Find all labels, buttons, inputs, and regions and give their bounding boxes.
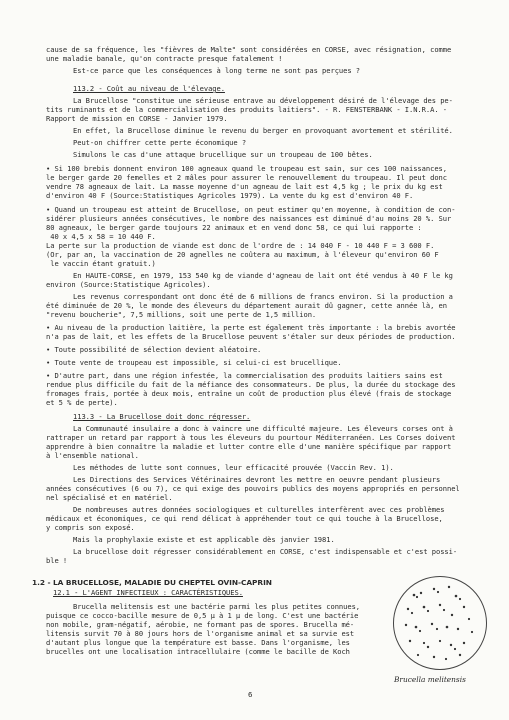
text-line: environ (Source:Statistique Agricoles).	[46, 280, 211, 289]
text-line: à l'ensemble national.	[46, 451, 139, 460]
text-line: Mais la prophylaxie existe et est applicable dès janvier 1981.	[73, 535, 335, 544]
text-line: le berger garde 20 femelles et 2 mâles pour assurer le renouvellement du troupeau. Il peut donc	[46, 173, 447, 182]
text-line: d'environ 40 F (Source:Statistiques Agricoles 1979). La vente du kg est d'environ 40 F.	[46, 191, 414, 200]
section-heading: 1.2 - LA BRUCELLOSE, MALADIE DU CHEPTEL OVIN-CAPRIN	[32, 578, 272, 587]
text-line: le vaccin étant gratuit.)	[46, 259, 156, 268]
subsection-heading: 113.2 - Coût au niveau de l'élevage.	[73, 84, 225, 93]
text-line: tits ruminants et de la commercialisation des produits laitiers". - R. FENSTERBANK - I.N.R.A. -	[46, 105, 447, 114]
text-line: En effet, la Brucellose diminue le revenu du berger en provoquant avortement et stérilité.	[73, 126, 453, 135]
text-line: 40 x 4,5 x 58 = 10 440 F.	[46, 232, 156, 241]
text-line: Brucella melitensis est une bactérie parmi les plus petites connues,	[73, 602, 361, 611]
text-line: d'autant plus longue que la température est basse. Dans l'organisme, les	[46, 638, 350, 647]
brucella-micrograph	[393, 576, 487, 670]
text-line: • Quand un troupeau est atteint de Brucellose, on peut estimer qu'en moyenne, à condition de con-	[46, 205, 456, 214]
text-line: • Toute possibilité de sélection devient aléatoire.	[46, 345, 262, 354]
text-line: • D'autre part, dans une région infestée, la commercialisation des produits laitiers sains est	[46, 371, 443, 380]
page-number: 6	[248, 690, 253, 699]
subsection-heading: 113.3 - La Brucellose doit donc régresser.	[73, 412, 251, 421]
text-line: • Si 100 brebis donnent environ 100 agneaux quand le troupeau est sain, sur ces 100 naissances,	[46, 164, 447, 173]
text-line: vendre 78 agneaux de lait. La masse moyenne d'un agneau de lait est 4,5 kg ; le prix du kg est	[46, 182, 443, 191]
text-line: En HAUTE-CORSE, en 1979, 153 540 kg de viande d'agneau de lait ont été vendus à 40 F le kg	[73, 271, 453, 280]
text-line: sidérer plusieurs années consécutives, le nombre des naissances est diminué d'au moins 20 %. Sur	[46, 214, 452, 223]
text-line: La Brucellose "constitue une sérieuse entrave au développement désiré de l'élevage des pe-	[73, 96, 453, 105]
text-line: Simulons le cas d'une attaque brucellique sur un troupeau de 100 bêtes.	[73, 150, 373, 159]
text-line: n'a pas de lait, et les effets de la Brucellose peuvent s'étaler sur deux périodes de production.	[46, 332, 456, 341]
subsection-heading: 12.1 - L'AGENT INFECTIEUX : CARACTÉRISTIQUES.	[53, 588, 243, 597]
text-line: rattraper un retard par rapport à tous les éleveurs du pourtour Méditerranéen. Les Corses doivent	[46, 433, 456, 442]
bacteria-dots	[405, 586, 473, 660]
text-line: "revenu boucherie", 7,5 millions, soit une perte de 1,5 million.	[46, 310, 317, 319]
text-line: De nombreuses autres données sociologiques et culturelles interfèrent avec ces problèmes	[73, 505, 445, 514]
text-line: La Communauté insulaire a donc à vaincre une difficulté majeure. Les éleveurs corses ont à	[73, 424, 453, 433]
figure-caption: Brucella melitensis	[394, 675, 466, 684]
text-line: 80 agneaux, le berger garde toujours 22 animaux et en vend donc 58, ce qui lui rapporte :	[46, 223, 422, 232]
text-line: nel spécialisé et en matériel.	[46, 493, 173, 502]
text-line: Les revenus correspondant ont donc été de 6 millions de francs environ. Si la production a	[73, 292, 453, 301]
text-line: y compris son exposé.	[46, 523, 135, 532]
text-line: Est-ce parce que les conséquences à long terme ne sont pas perçues ?	[73, 66, 361, 75]
text-line: puisque ce cocco-bacille mesure de 0,5 µ à 1 µ de long. C'est une bactérie	[46, 611, 359, 620]
text-line: Rapport de mission en CORSE - Janvier 1979.	[46, 114, 228, 123]
text-line: rendue plus difficile du fait de la méfiance des consommateurs. De plus, la durée du stockage des	[46, 380, 456, 389]
text-line: La brucellose doit régresser considérablement en CORSE, c'est indispensable et c'est possi-	[73, 547, 458, 556]
text-line: litensis survit 70 à 80 jours hors de l'organisme animal et sa survie est	[46, 629, 355, 638]
text-line: Peut-on chiffrer cette perte économique ?	[73, 138, 247, 147]
text-line: brucelles ont une localisation intracellulaire (comme le bacille de Koch	[46, 647, 350, 656]
text-line: (Or, par an, la vaccination de 20 agnelles ne coûtera au maximum, à l'éleveur qu'environ 60 F	[46, 250, 439, 259]
text-line: ble !	[46, 556, 68, 565]
text-line: été diminuée de 20 %, le monde des éleveurs du département aurait dû gagner, cette année là, en	[46, 301, 447, 310]
text-line: Les Directions des Services Vétérinaires devront les mettre en oeuvre pendant plusieurs	[73, 475, 441, 484]
text-line: Les méthodes de lutte sont connues, leur efficacité prouvée (Vaccin Rev. 1).	[73, 463, 394, 472]
text-line: non mobile, gram-négatif, aérobie, ne formant pas de spores. Brucella mé-	[46, 620, 355, 629]
text-line: La perte sur la production de viande est donc de l'ordre de : 14 040 F - 10 440 F = 3 600 F.	[46, 241, 435, 250]
text-line: • Toute vente de troupeau est impossible, si celui-ci est brucellique.	[46, 358, 342, 367]
text-line: une maladie banale, qu'on contracte presque fatalement !	[46, 54, 283, 63]
text-line: fromages frais, portée à deux mois, entraîne un coût de production plus élevé (frais de stockage	[46, 389, 452, 398]
text-line: et 5 % de perte).	[46, 398, 118, 407]
text-line: apprendre à bien connaître la maladie et lutter contre elle d'une manière spécifique par rapport	[46, 442, 452, 451]
text-line: médicaux et économiques, ce qui rend délicat à appréhender tout ce qui touche à la Brucellose,	[46, 514, 443, 523]
text-line: cause de sa fréquence, les "fièvres de Malte" sont considérées en CORSE, avec résignation, comme	[46, 45, 452, 54]
text-line: années consécutives (6 ou 7), ce qui exige des pouvoirs publics des moyens appropriés en personnel	[46, 484, 460, 493]
text-line: • Au niveau de la production laitière, la perte est également très importante : la brebis avortée	[46, 323, 456, 332]
